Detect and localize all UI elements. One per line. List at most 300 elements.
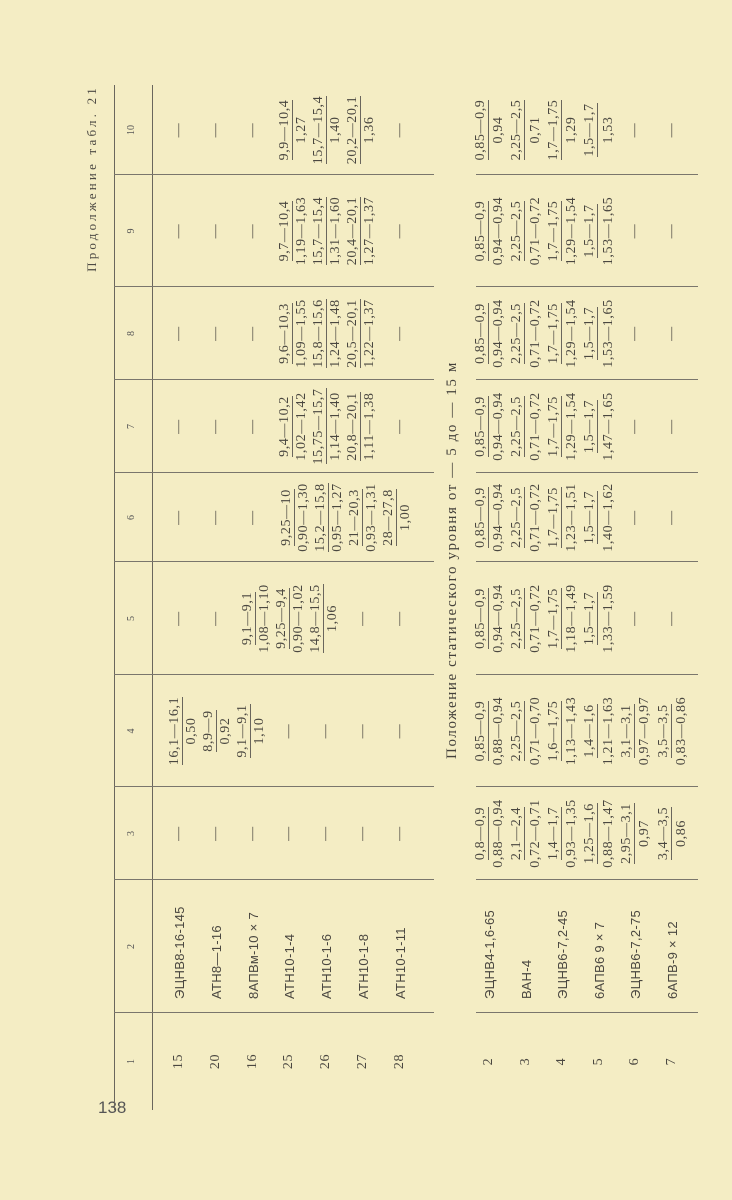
value-line (361, 380, 378, 473)
row-number: 20 (207, 1053, 223, 1070)
value-line (508, 787, 526, 880)
empty-dash: — (281, 723, 297, 739)
value-text: 1,53 (600, 116, 616, 144)
column-header-3: 3 (126, 831, 137, 836)
value-text: 1,14—1,40 (328, 392, 344, 461)
value-line (361, 287, 378, 380)
value-text: 9,4—10,2 (277, 396, 293, 457)
column-divider (114, 1012, 434, 1013)
value-text: 2,25—2,5 (509, 396, 525, 457)
row-number: 28 (391, 1053, 407, 1070)
value-line (581, 473, 599, 562)
empty-dash: — (244, 326, 260, 341)
value-text: 1,10 (251, 717, 267, 745)
empty-dash: — (391, 326, 407, 341)
value-text: 0,85—0,9 (472, 303, 488, 364)
value-line (581, 175, 599, 287)
empty-dash: — (664, 419, 679, 434)
value-text: 1,5—1,7 (582, 490, 598, 545)
column-header-4: 4 (126, 728, 137, 734)
value-line (324, 562, 341, 675)
value-line (508, 380, 526, 473)
value-text: 1,36 (362, 116, 378, 144)
empty-dash: — (391, 122, 407, 138)
value-text: 1,4—1,6 (582, 704, 598, 758)
value-text: 0,90—1,02 (291, 584, 307, 653)
column-divider (114, 879, 434, 880)
value-text: 8,9—9 (200, 710, 216, 752)
value-line (545, 287, 563, 380)
value-line (295, 473, 312, 562)
section-title: Положение статического уровня от — 5 до — 15 м (444, 361, 460, 759)
value-text: 0,97—0,97 (637, 696, 653, 766)
empty-dash: — (207, 419, 223, 434)
value-line (545, 562, 563, 675)
value-line (344, 175, 361, 287)
value-line (600, 675, 618, 787)
value-line (239, 562, 256, 675)
value-line (361, 85, 378, 175)
value-text: 1,24—1,48 (328, 299, 344, 368)
empty-dash: — (391, 611, 407, 626)
value-line (344, 380, 361, 473)
value-line (361, 175, 378, 287)
value-text: 1,29—1,54 (564, 392, 580, 461)
value-text: 1,5—1,7 (582, 591, 598, 646)
value-line (545, 380, 563, 473)
column-header-6: 6 (126, 515, 137, 520)
value-text: 0,88—0,94 (490, 799, 506, 868)
value-range-block (472, 473, 618, 562)
empty-dash: — (355, 723, 370, 739)
value-text: 1,19—1,63 (294, 196, 310, 266)
value-line (527, 562, 545, 675)
header-bottom-rule (152, 85, 153, 1110)
value-range-block (278, 473, 414, 562)
pump-model: ЭЦНВ6-7,2-45 (555, 909, 571, 999)
value-line (490, 85, 508, 175)
pump-model: ВАН-4 (518, 959, 534, 999)
column-header-2: 2 (126, 944, 137, 949)
value-line (563, 787, 581, 880)
value-line (278, 473, 295, 562)
value-line (673, 675, 691, 787)
value-range-block (472, 562, 618, 675)
empty-dash: — (171, 223, 186, 239)
value-text: 0,71—0,72 (527, 392, 543, 461)
value-text: 9,7—10,4 (277, 200, 293, 262)
value-text: 1,27 (294, 116, 310, 144)
value-line (293, 85, 310, 175)
value-line (276, 287, 293, 380)
value-text: 1,5—1,7 (582, 103, 598, 157)
value-line (490, 787, 508, 880)
value-range-block (276, 287, 378, 380)
value-text: 1,40—1,62 (600, 483, 616, 552)
empty-dash: — (664, 326, 679, 341)
empty-dash: — (171, 510, 186, 525)
column-header-7: 7 (126, 424, 137, 429)
row-number: 16 (244, 1053, 260, 1070)
value-line (490, 675, 508, 787)
value-line (581, 287, 599, 380)
value-line (563, 85, 581, 175)
value-line (563, 473, 581, 562)
value-line (563, 562, 581, 675)
value-text: 1,31—1,60 (328, 196, 344, 266)
value-text: 0,71—0,72 (527, 196, 543, 266)
value-line (527, 287, 545, 380)
value-text: 1,21—1,63 (600, 696, 616, 766)
value-line (276, 175, 293, 287)
value-line (273, 562, 290, 675)
empty-dash: — (171, 611, 186, 626)
empty-dash: — (318, 723, 334, 739)
value-text: 0,86 (673, 820, 689, 847)
value-line (581, 562, 599, 675)
empty-dash: — (391, 826, 407, 841)
empty-dash: — (244, 419, 260, 434)
pump-model: 6АПВ6 9 × 7 (591, 921, 607, 999)
empty-dash: — (355, 826, 370, 841)
value-line (655, 787, 673, 880)
value-line (217, 675, 234, 787)
column-divider (114, 174, 434, 175)
value-text: 0,88—0,94 (490, 696, 506, 766)
value-text: 0,85—0,9 (472, 588, 488, 649)
value-line (472, 175, 490, 287)
value-text: 1,18—1,49 (564, 584, 580, 653)
value-line (293, 380, 310, 473)
column-divider (114, 786, 434, 787)
empty-dash: — (627, 326, 643, 341)
row-number: 3 (517, 1057, 533, 1066)
empty-dash: — (244, 223, 260, 239)
value-text: 20,5—20,1 (345, 299, 361, 368)
value-line (307, 562, 324, 675)
value-text: 0,88—1,47 (600, 799, 616, 868)
value-line (527, 175, 545, 287)
value-text: 0,85—0,9 (472, 396, 488, 457)
value-text: 15,75—15,7 (311, 388, 327, 465)
value-text: 3,5—3,5 (655, 704, 671, 758)
value-range-block (472, 85, 618, 175)
page-number: 138 (98, 1098, 127, 1117)
value-text: 0,93—1,35 (564, 799, 580, 868)
value-line (327, 380, 344, 473)
value-text: 0,94—0,94 (490, 299, 506, 368)
value-text: 9,1—9,1 (234, 704, 250, 758)
column-header-9: 9 (126, 228, 137, 234)
empty-dash: — (207, 223, 223, 239)
empty-dash: — (171, 826, 186, 841)
value-text: 1,7—1,75 (545, 396, 561, 457)
column-header-1: 1 (126, 1059, 137, 1064)
value-line (329, 473, 346, 562)
value-text: 0,71 (527, 116, 543, 144)
pump-model: АТН10-1-4 (282, 933, 298, 999)
value-line (312, 473, 329, 562)
empty-dash: — (207, 510, 223, 525)
value-text: 3,1—3,1 (619, 704, 635, 758)
value-text: 2,25—2,5 (509, 487, 525, 548)
value-text: 0,71—0,72 (527, 483, 543, 552)
value-line (508, 287, 526, 380)
pump-model: АТН10-1-8 (356, 933, 371, 999)
value-text: 0,72—0,71 (527, 799, 543, 868)
value-text: 16,1—16,1 (166, 696, 182, 766)
value-line (310, 380, 327, 473)
value-text: 0,92 (217, 717, 233, 745)
empty-dash: — (391, 419, 407, 434)
value-line (490, 473, 508, 562)
value-line (183, 675, 200, 787)
value-text: 0,94—0,94 (490, 196, 506, 266)
value-text: 1,7—1,75 (545, 99, 561, 161)
value-line (600, 175, 618, 287)
value-text: 0,71—0,72 (527, 584, 543, 653)
empty-dash: — (627, 419, 643, 434)
empty-dash: — (627, 611, 643, 626)
value-line (166, 675, 183, 787)
value-text: 3,4—3,5 (655, 806, 671, 861)
value-line (327, 287, 344, 380)
value-line (563, 175, 581, 287)
value-line (600, 287, 618, 380)
value-range-block (472, 787, 692, 880)
value-range-block (276, 85, 378, 175)
empty-dash: — (664, 510, 679, 525)
value-text: 0,93—1,31 (363, 483, 379, 552)
value-text: 1,29—1,54 (564, 196, 580, 266)
value-line (673, 787, 691, 880)
value-line (600, 787, 618, 880)
value-line (490, 287, 508, 380)
empty-dash: — (281, 826, 297, 841)
value-text: 0,85—0,9 (472, 487, 488, 548)
value-line (600, 85, 618, 175)
value-text: 1,08—1,10 (257, 584, 273, 653)
value-text: 1,11—1,38 (362, 392, 378, 461)
row-number: 27 (355, 1053, 370, 1070)
value-line (508, 562, 526, 675)
value-text: 1,29 (564, 116, 580, 144)
value-line (293, 175, 310, 287)
value-line (508, 175, 526, 287)
value-text: 0,71—0,70 (527, 696, 543, 766)
value-line (276, 85, 293, 175)
value-text: 1,7—1,75 (545, 200, 561, 262)
value-text: 0,90—1,30 (295, 483, 311, 552)
column-divider (114, 286, 434, 287)
value-line (600, 562, 618, 675)
value-range-block (472, 175, 618, 287)
value-text: 0,85—0,9 (472, 200, 488, 262)
row-number: 5 (590, 1057, 606, 1066)
value-line (581, 675, 599, 787)
value-text: 20,2—20,1 (345, 95, 361, 165)
value-text: 15,7—15,4 (311, 196, 327, 266)
value-text: 28—27,8 (380, 489, 396, 546)
value-text: 20,8—20,1 (345, 392, 361, 461)
value-text: 0,94—0,94 (490, 584, 506, 653)
value-text: 1,7—1,75 (545, 303, 561, 364)
value-line (508, 675, 526, 787)
value-text: 1,27—1,37 (362, 196, 378, 266)
value-text: 9,25—9,4 (274, 588, 290, 649)
value-text: 2,25—2,5 (509, 99, 525, 161)
row-number: 6 (627, 1057, 643, 1066)
value-line (563, 380, 581, 473)
value-line (545, 175, 563, 287)
value-range-block (472, 675, 692, 787)
value-line (472, 787, 490, 880)
empty-dash: — (664, 122, 679, 138)
value-line (256, 562, 273, 675)
pump-model: 8АПВм-10 × 7 (245, 912, 261, 999)
empty-dash: — (391, 723, 407, 739)
value-line (346, 473, 363, 562)
empty-dash: — (171, 326, 186, 341)
row-number: 26 (318, 1053, 334, 1070)
value-text: 2,25—2,5 (509, 588, 525, 649)
value-text: 0,71—0,72 (527, 299, 543, 368)
value-text: 2,95—3,1 (619, 803, 635, 864)
value-text: 2,1—2,4 (509, 806, 525, 861)
value-line (545, 85, 563, 175)
column-header-5: 5 (126, 616, 137, 621)
value-line (472, 380, 490, 473)
value-text: 1,7—1,75 (545, 588, 561, 649)
value-text: 1,4—1,7 (545, 806, 561, 861)
value-text: 2,25—2,5 (509, 303, 525, 364)
empty-dash: — (207, 122, 223, 138)
value-line (636, 787, 654, 880)
value-line (290, 562, 307, 675)
column-divider (114, 379, 434, 380)
row-number: 2 (481, 1057, 496, 1066)
value-text: 1,23—1,51 (564, 483, 580, 552)
value-text: 1,00 (397, 504, 413, 531)
row-number: 15 (171, 1053, 186, 1070)
value-line (251, 675, 268, 787)
value-text: 1,22—1,37 (362, 299, 378, 368)
value-line (310, 287, 327, 380)
table-continuation-caption: Продолжение табл. 21 (84, 85, 99, 272)
value-line (545, 787, 563, 880)
value-range-block (472, 380, 618, 473)
empty-dash: — (207, 611, 223, 626)
value-text: 9,9—10,4 (277, 99, 293, 161)
value-line (563, 287, 581, 380)
pump-model: ЭЦНВ4-1,6-65 (482, 909, 497, 999)
row-number: 4 (554, 1057, 570, 1066)
empty-dash: — (244, 510, 260, 525)
value-line (234, 675, 251, 787)
value-text: 1,5—1,7 (582, 204, 598, 258)
pump-model: ЭЦНВ8-16-145 (172, 906, 187, 999)
value-text: 0,83—0,86 (673, 696, 689, 766)
empty-dash: — (664, 611, 679, 626)
column-header-8: 8 (126, 331, 137, 336)
value-line (276, 380, 293, 473)
value-text: 14,8—15,5 (308, 584, 324, 653)
value-range-block (276, 380, 378, 473)
empty-dash: — (207, 326, 223, 341)
value-line (472, 287, 490, 380)
value-line (581, 787, 599, 880)
value-text: 1,5—1,7 (582, 399, 598, 454)
value-text: 2,25—2,5 (509, 200, 525, 262)
value-line (380, 473, 397, 562)
value-line (310, 85, 327, 175)
empty-dash: — (318, 826, 334, 841)
value-line (327, 175, 344, 287)
value-line (200, 675, 217, 787)
value-line (527, 85, 545, 175)
value-line (618, 675, 636, 787)
value-line (472, 473, 490, 562)
value-line (472, 562, 490, 675)
value-range-block (166, 675, 268, 787)
empty-dash: — (171, 419, 186, 434)
value-text: 1,06 (325, 605, 341, 632)
value-range-block (239, 562, 341, 675)
empty-dash: — (627, 122, 643, 138)
empty-dash: — (244, 122, 260, 138)
value-line (581, 380, 599, 473)
value-text: 1,6—1,75 (545, 700, 561, 762)
value-line (563, 675, 581, 787)
table-top-rule (114, 85, 115, 1110)
value-line (363, 473, 380, 562)
pump-model: АТН10-1-11 (392, 927, 408, 999)
value-text: 9,1—9,1 (240, 591, 256, 646)
value-line (508, 473, 526, 562)
value-text: 0,94 (490, 116, 506, 144)
pump-model: АТН10-1-6 (319, 933, 335, 999)
value-line (527, 787, 545, 880)
empty-dash: — (355, 611, 370, 626)
value-line (527, 473, 545, 562)
value-text: 0,94—0,94 (490, 483, 506, 552)
column-header-10: 10 (126, 125, 137, 135)
value-line (490, 562, 508, 675)
value-text: 1,09—1,55 (294, 299, 310, 368)
value-text: 1,25—1,6 (582, 803, 598, 864)
value-text: 0,8—0,9 (472, 806, 488, 861)
value-line (397, 473, 414, 562)
value-text: 20,4—20,1 (345, 196, 361, 266)
value-line (581, 85, 599, 175)
value-line (490, 380, 508, 473)
value-text: 0,94—0,94 (490, 392, 506, 461)
value-text: 15,2—15,8 (312, 483, 328, 552)
value-line (344, 287, 361, 380)
value-text: 0,50 (183, 717, 199, 745)
value-line (545, 675, 563, 787)
value-text: 0,85—0,9 (472, 99, 488, 161)
value-text: 1,29—1,54 (564, 299, 580, 368)
value-text: 9,25—10 (278, 489, 294, 546)
value-line (655, 675, 673, 787)
value-text: 15,8—15,6 (311, 299, 327, 368)
value-text: 1,13—1,43 (564, 696, 580, 766)
row-number: 25 (281, 1053, 297, 1070)
empty-dash: — (664, 223, 679, 239)
value-line (636, 675, 654, 787)
empty-dash: — (207, 826, 223, 841)
